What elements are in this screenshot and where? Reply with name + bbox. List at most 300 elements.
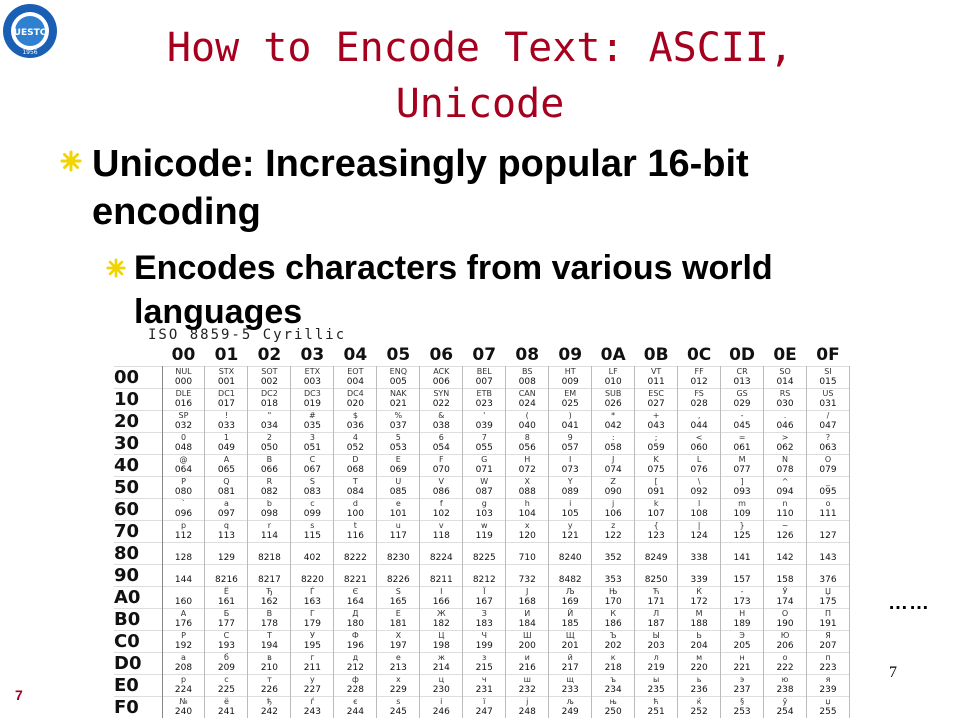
cell-code: 246 (432, 707, 450, 717)
cell-code: 014 (776, 377, 794, 387)
cell-character: і (440, 697, 443, 706)
cell-character: ь (696, 675, 702, 684)
charset-cell (592, 521, 635, 543)
charset-cell (721, 587, 764, 609)
cell-code: 175 (819, 597, 837, 607)
charset-cell (592, 565, 635, 587)
cell-code: 189 (733, 619, 751, 629)
charset-cell (334, 609, 377, 631)
column-header: 05 (386, 345, 411, 365)
charset-cell (506, 389, 549, 411)
charset-cell (506, 433, 549, 455)
cell-code: 218 (604, 663, 622, 673)
cell-code: 238 (776, 685, 794, 695)
cell-code: 115 (303, 531, 321, 541)
cell-character: Ђ (266, 587, 273, 596)
charset-cell (807, 521, 850, 543)
cell-code: 202 (604, 641, 622, 651)
charset-cell (807, 499, 850, 521)
charset-cell (205, 499, 248, 521)
cell-code: 098 (260, 509, 279, 519)
cell-character: W (480, 477, 489, 486)
cell-character: Й (567, 609, 574, 618)
cell-code: 037 (389, 421, 407, 431)
cell-character (721, 543, 763, 553)
cell-character: Ћ (652, 587, 660, 596)
column-header: 00 (171, 345, 196, 365)
cell-character: S (309, 477, 315, 486)
cell-character: ACK (433, 367, 450, 376)
cell-character: J (611, 455, 615, 464)
charset-cell (635, 433, 678, 455)
cell-character: Ќ (696, 587, 702, 596)
cell-code: 056 (518, 443, 536, 453)
charset-cell (592, 433, 635, 455)
charset-cell (807, 675, 850, 697)
cell-character: a (224, 499, 229, 508)
cell-code: 236 (690, 685, 708, 695)
cell-code: 234 (604, 685, 622, 695)
cell-code: 230 (432, 685, 450, 695)
cell-code: 024 (518, 399, 536, 409)
cell-character: К (610, 609, 617, 618)
charset-cell (807, 543, 850, 565)
cell-code: 077 (733, 465, 751, 475)
cell-code: 067 (303, 465, 321, 475)
cell-character: ж (437, 653, 445, 662)
cell-character: љ (566, 697, 574, 706)
cell-code: 006 (432, 377, 450, 387)
cell-code: 222 (776, 663, 794, 673)
cell-character: d (352, 499, 358, 508)
row-header: 50 (114, 477, 162, 499)
table-row (114, 499, 850, 521)
cell-character: я (825, 675, 831, 684)
cell-code: 015 (819, 377, 837, 387)
cell-code: 168 (518, 597, 536, 607)
cell-code: 003 (303, 377, 321, 387)
cell-code: 011 (647, 377, 665, 387)
cell-character: SI (824, 367, 832, 376)
cell-code: 157 (733, 575, 751, 585)
cell-code: 170 (604, 597, 622, 607)
cell-character: 7 (481, 433, 487, 442)
cell-character: э (739, 675, 745, 684)
cell-character: З (481, 609, 487, 618)
cell-code: 352 (604, 553, 622, 563)
cell-character: DC2 (261, 389, 278, 398)
charset-cell (463, 455, 506, 477)
cell-code: 126 (776, 531, 794, 541)
cell-code: 110 (776, 509, 794, 519)
cell-character: DLE (175, 389, 192, 398)
cell-character: Z (610, 477, 616, 486)
cell-character: j (612, 499, 615, 508)
cell-code: 049 (217, 443, 236, 453)
charset-cell (764, 521, 807, 543)
charset-cell (764, 609, 807, 631)
cell-character: m (738, 499, 746, 508)
cell-character: V (438, 477, 445, 486)
cell-code: 078 (776, 465, 794, 475)
cell-code: 053 (389, 443, 407, 453)
cell-code: 229 (389, 685, 407, 695)
cell-code: 161 (217, 597, 236, 607)
cell-code: 050 (260, 443, 279, 453)
cell-code: 059 (647, 443, 665, 453)
cell-code: 107 (647, 509, 665, 519)
charset-cell (506, 565, 549, 587)
charset-cell (635, 455, 678, 477)
cell-code: 223 (819, 663, 837, 673)
cell-character: A (223, 455, 230, 464)
cell-character: г (310, 653, 315, 662)
cell-character: џ (825, 697, 831, 706)
cell-character: Н (739, 609, 746, 618)
bullet-unicode: Unicode: Increasingly popular 16-bit encoding (92, 143, 749, 233)
cell-character: SOT (261, 367, 278, 376)
cell-code: 001 (217, 377, 236, 387)
charset-cell (162, 389, 205, 411)
cell-code: 074 (604, 465, 622, 475)
cell-code: 182 (432, 619, 450, 629)
charset-cell (291, 389, 334, 411)
cell-character: { (653, 521, 659, 530)
cell-character: Щ (565, 631, 575, 640)
cell-character: ќ (696, 697, 702, 706)
cell-code: 188 (690, 619, 708, 629)
charset-cell (377, 565, 420, 587)
cell-character: ѓ (310, 697, 315, 706)
cell-character: й (567, 653, 573, 662)
cell-code: 097 (217, 509, 236, 519)
charset-cell (377, 631, 420, 653)
cell-code: 8224 (429, 553, 453, 563)
cell-code: 125 (733, 531, 751, 541)
cell-code: 069 (389, 465, 407, 475)
cell-code: 158 (776, 575, 794, 585)
cell-character: Љ (565, 587, 575, 596)
cell-code: 035 (303, 421, 321, 431)
column-header: 09 (558, 345, 583, 365)
cell-code: 227 (303, 685, 321, 695)
cell-character (377, 543, 419, 553)
charset-cell (764, 697, 807, 719)
cell-code: 008 (518, 377, 536, 387)
charset-cell (205, 653, 248, 675)
charset-cell (721, 477, 764, 499)
charset-cell (377, 609, 420, 631)
cell-character: M (738, 455, 746, 464)
cell-character: LF (608, 367, 618, 376)
cell-character: O (824, 455, 832, 464)
charset-cell (248, 455, 291, 477)
cell-character: & (438, 411, 445, 420)
charset-cell (463, 543, 506, 565)
cell-character: Г (309, 609, 315, 618)
cell-code: 174 (776, 597, 794, 607)
cell-character: - (740, 587, 744, 596)
charset-cell (635, 367, 678, 389)
charset-cell (506, 499, 549, 521)
cell-code: 119 (475, 531, 493, 541)
cell-code: 198 (432, 641, 450, 651)
cell-character: Џ (825, 587, 832, 596)
cell-code: 111 (819, 509, 837, 519)
cell-character: м (696, 653, 703, 662)
cell-character: 1 (223, 433, 229, 442)
charset-cell (549, 653, 592, 675)
cell-code: 091 (647, 487, 665, 497)
cell-code: 240 (174, 707, 193, 717)
charset-cell (764, 477, 807, 499)
charset-cell (764, 631, 807, 653)
cell-character: ї (483, 697, 486, 706)
cell-character: CAN (518, 389, 536, 398)
cell-code: 180 (346, 619, 364, 629)
charset-cell (463, 521, 506, 543)
cell-character (463, 543, 505, 553)
charset-cell (162, 477, 205, 499)
table-row (114, 455, 850, 477)
cell-character: , (697, 411, 701, 420)
cell-character: H (524, 455, 531, 464)
charset-cell (205, 543, 248, 565)
cell-character: N (782, 455, 789, 464)
cell-character: ( (525, 411, 529, 420)
cell-character: SYN (433, 389, 450, 398)
cell-code: 045 (733, 421, 751, 431)
slide-title-line-1: How to Encode Text: ASCII, (166, 25, 794, 71)
cell-code: 057 (561, 443, 579, 453)
row-header: 60 (114, 499, 162, 521)
cell-character: ? (825, 433, 831, 442)
cell-code: 095 (819, 487, 837, 497)
cell-character: Ј (526, 587, 529, 596)
charset-cell (420, 543, 463, 565)
cell-code: 254 (776, 707, 794, 717)
cell-character (248, 543, 290, 553)
cell-code: 055 (475, 443, 493, 453)
cell-code: 710 (518, 553, 536, 563)
charset-cell (291, 543, 334, 565)
charset-cell (248, 587, 291, 609)
cell-character: y (567, 521, 573, 530)
charset-cell (807, 609, 850, 631)
charset-cell (248, 543, 291, 565)
cell-code: 022 (432, 399, 450, 409)
charset-grid (114, 344, 850, 718)
row-header: C0 (114, 631, 162, 653)
row-header: 90 (114, 565, 162, 587)
charset-cell (420, 477, 463, 499)
cell-character: f (439, 499, 443, 508)
cell-code: 250 (604, 707, 622, 717)
cell-character: Ф (351, 631, 359, 640)
charset-cell (592, 609, 635, 631)
cell-character: g (481, 499, 487, 508)
cell-character: r (267, 521, 272, 530)
cell-code: 013 (733, 377, 751, 387)
cell-code: 226 (260, 685, 279, 695)
cell-character: @ (179, 455, 188, 464)
charset-cell (463, 565, 506, 587)
cell-code: 178 (260, 619, 279, 629)
column-header: 0B (643, 345, 669, 365)
charset-cell (334, 367, 377, 389)
cell-character: i (569, 499, 572, 508)
charset-cell (764, 455, 807, 477)
charset-cell (635, 499, 678, 521)
cell-character: D (352, 455, 359, 464)
cell-code: 216 (518, 663, 536, 673)
charset-cell (377, 543, 420, 565)
charset-cell (162, 653, 205, 675)
cell-code: 243 (303, 707, 321, 717)
cell-code: 105 (561, 509, 579, 519)
cell-code: 171 (647, 597, 665, 607)
charset-cell (420, 389, 463, 411)
charset-cell (334, 631, 377, 653)
cell-character: ^ (781, 477, 789, 486)
charset-cell (506, 653, 549, 675)
charset-cell (162, 543, 205, 565)
cell-code: 239 (819, 685, 837, 695)
cell-character (506, 565, 548, 575)
charset-cell (248, 609, 291, 631)
cell-code: 196 (346, 641, 364, 651)
column-header: 01 (214, 345, 239, 365)
cell-code: 214 (432, 663, 450, 673)
charset-cell (592, 499, 635, 521)
charset-cell (377, 411, 420, 433)
cell-character: T (352, 477, 358, 486)
cell-code: 203 (647, 641, 665, 651)
charset-cell (678, 675, 721, 697)
cell-code: 232 (518, 685, 536, 695)
charset-cell (162, 455, 205, 477)
charset-cell (377, 653, 420, 675)
charset-cell (377, 433, 420, 455)
cell-character: ђ (266, 697, 272, 706)
cell-character: z (611, 521, 616, 530)
charset-cell (721, 389, 764, 411)
table-row (114, 477, 850, 499)
cell-character: I (569, 455, 572, 464)
cell-code: 177 (217, 619, 236, 629)
cell-character: k (653, 499, 659, 508)
cell-character: ESC (648, 389, 664, 398)
row-header: 10 (114, 389, 162, 411)
cell-code: 163 (303, 597, 321, 607)
charset-cell (248, 653, 291, 675)
cell-character: DC3 (303, 389, 321, 398)
cell-character: Ы (652, 631, 660, 640)
cell-code: 031 (819, 399, 837, 409)
cell-code: 089 (561, 487, 579, 497)
cell-character: х (395, 675, 401, 684)
charset-cell (162, 675, 205, 697)
cell-character: Т (266, 631, 272, 640)
cell-character: ' (483, 411, 486, 420)
charset-cell (377, 499, 420, 521)
cell-code: 071 (475, 465, 493, 475)
charset-cell (592, 411, 635, 433)
cell-code: 054 (432, 443, 450, 453)
cell-code: 043 (647, 421, 665, 431)
charset-cell (420, 675, 463, 697)
charset-cell (506, 455, 549, 477)
cell-code: 106 (604, 509, 622, 519)
charset-cell (248, 477, 291, 499)
cell-character: o (825, 499, 831, 508)
charset-cell (635, 631, 678, 653)
cell-code: 215 (475, 663, 493, 673)
cell-character: С (223, 631, 230, 640)
charset-cell (334, 521, 377, 543)
cell-character (635, 543, 677, 553)
charset-cell (635, 477, 678, 499)
cell-code: 8218 (257, 553, 281, 563)
cell-code: 096 (174, 509, 193, 519)
charset-cell (721, 653, 764, 675)
charset-cell (205, 631, 248, 653)
charset-cell (205, 477, 248, 499)
charset-cell (205, 521, 248, 543)
charset-cell (205, 389, 248, 411)
charset-cell (549, 543, 592, 565)
cell-code: 030 (776, 399, 794, 409)
cell-character: ц (438, 675, 445, 684)
cell-code: 084 (346, 487, 364, 497)
charset-cell (291, 411, 334, 433)
cell-character: т (267, 675, 272, 684)
cell-code: 8250 (644, 575, 668, 585)
cell-code: 252 (690, 707, 708, 717)
cell-character: STX (218, 367, 235, 376)
cell-code: 129 (217, 553, 236, 563)
charset-cell (377, 389, 420, 411)
cell-character: NAK (389, 389, 407, 398)
cell-character: SO (779, 367, 791, 376)
cell-character: ф (351, 675, 359, 684)
cell-code: 8225 (472, 553, 496, 563)
cell-code: 160 (174, 597, 193, 607)
cell-character: Ю (780, 631, 790, 640)
cell-character: Ш (522, 631, 532, 640)
cell-character: щ (566, 675, 574, 684)
cell-code: 052 (346, 443, 364, 453)
cell-character: н (739, 653, 745, 662)
cell-character: с (224, 675, 229, 684)
cell-character: K (653, 455, 659, 464)
charset-cell (291, 433, 334, 455)
column-header: 0F (816, 345, 840, 365)
cell-character: з (482, 653, 487, 662)
cell-character (807, 521, 849, 531)
cell-code: 166 (432, 597, 450, 607)
column-header: 03 (300, 345, 325, 365)
charset-cell (549, 499, 592, 521)
cell-code: 062 (776, 443, 794, 453)
cell-code: 255 (819, 707, 837, 717)
cell-character: п (825, 653, 831, 662)
charset-cell (549, 367, 592, 389)
charset-cell (549, 675, 592, 697)
cell-code: 169 (561, 597, 579, 607)
cell-character: 2 (266, 433, 272, 442)
row-header: A0 (114, 587, 162, 609)
